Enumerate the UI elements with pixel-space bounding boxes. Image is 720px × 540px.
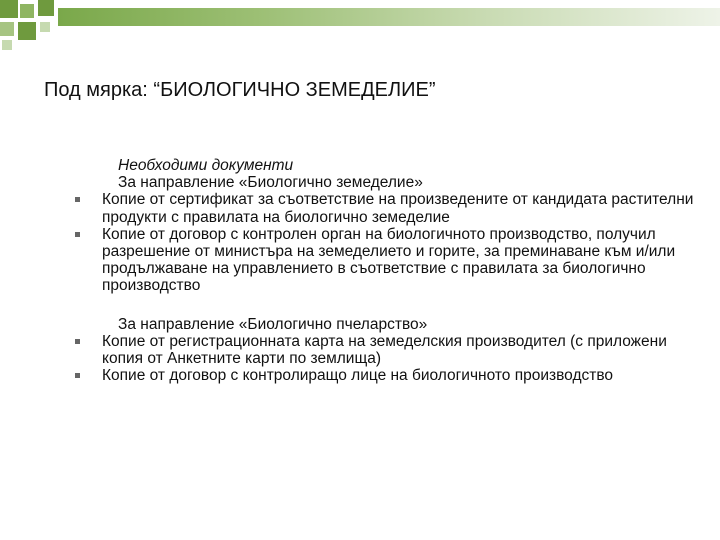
deco-square [18,22,36,40]
list-item-text: Копие от договор с контролиращо лице на биологичното производство [102,367,614,385]
deco-square [40,22,50,32]
bullet-icon [75,373,80,378]
deco-square [0,22,14,36]
documents-heading: Необходими документи [118,157,294,174]
list-item-text: Копие от договор с контролен орган на биологичното производство, получил разрешение от министъра на земеделието и горите, за преминаване към и/или продължаване на управлението в съответствие с правилата за биологично производство [102,225,676,295]
list-item [64,333,704,367]
bullet-icon [75,232,80,237]
list-item [64,367,704,384]
slide-body [64,157,704,384]
bullet-icon [75,197,80,202]
section-subheading: За направление «Биологично земеделие» [118,174,423,192]
list-item-text: Копие от регистрационната карта на земеделския производител (с приложени копия от Анкетните карти по землища) [102,332,667,368]
slide-title: Под мярка: “БИОЛОГИЧНО ЗЕМЕДЕЛИЕ” [44,79,436,101]
list-item [64,191,704,225]
deco-square [38,0,54,16]
bullet-icon [75,339,80,344]
deco-square [20,4,34,18]
section-subheading: За направление «Биологично пчеларство» [118,315,428,333]
list-item-text: Копие от сертификат за съответствие на произведените от кандидата растителни продукти с правилата на биологично земеделие [102,191,694,226]
deco-square [0,0,18,18]
list-item [64,226,704,295]
deco-square [2,40,12,50]
header-gradient-bar [58,8,720,26]
